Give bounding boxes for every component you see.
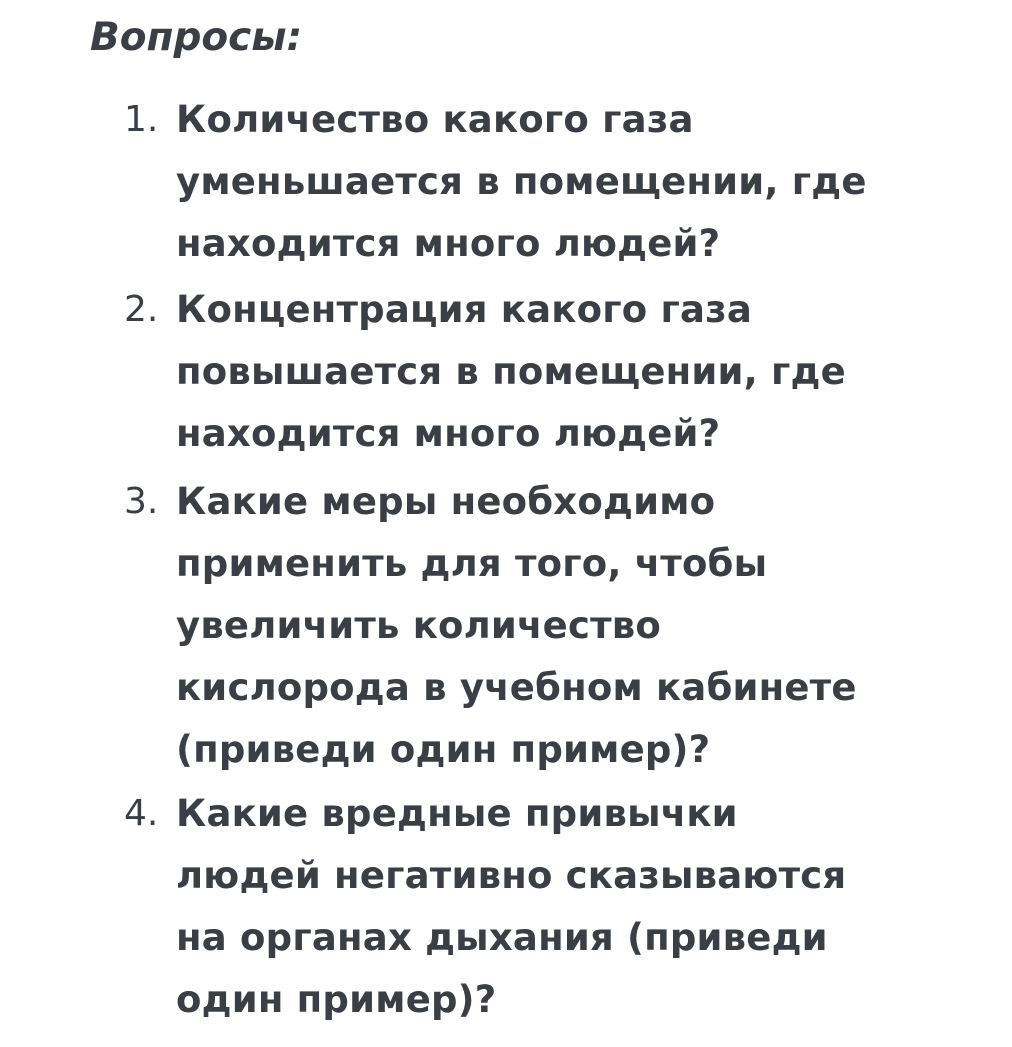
question-line: Концентрация какого газа [176, 288, 753, 331]
question-line: увеличить количество [176, 604, 661, 647]
question-line: кислорода в учебном кабинете [176, 666, 857, 709]
question-line: людей негативно сказываются [176, 854, 847, 897]
question-line: находится много людей? [176, 412, 721, 455]
question-text [176, 783, 976, 1031]
question-line: (приведи один пример)? [176, 728, 711, 771]
page-heading: Вопросы: [90, 15, 303, 60]
question-line: уменьшается в помещении, где [176, 160, 867, 203]
question-line: Какие меры необходимо [176, 480, 716, 523]
question-line: находится много людей? [176, 222, 721, 265]
question-number: 4. [124, 793, 159, 834]
question-number: 3. [124, 481, 159, 522]
question-line: один пример)? [176, 978, 497, 1021]
question-line: повышается в помещении, где [176, 350, 846, 393]
question-number: 2. [124, 289, 159, 330]
question-line: Количество какого газа [176, 98, 694, 141]
question-line: на органах дыхания (приведи [176, 916, 828, 959]
question-text [176, 89, 976, 275]
question-line: применить для того, чтобы [176, 542, 768, 585]
question-number: 1. [124, 99, 159, 140]
question-text [176, 471, 976, 781]
question-text [176, 279, 976, 465]
question-line: Какие вредные привычки [176, 792, 738, 835]
